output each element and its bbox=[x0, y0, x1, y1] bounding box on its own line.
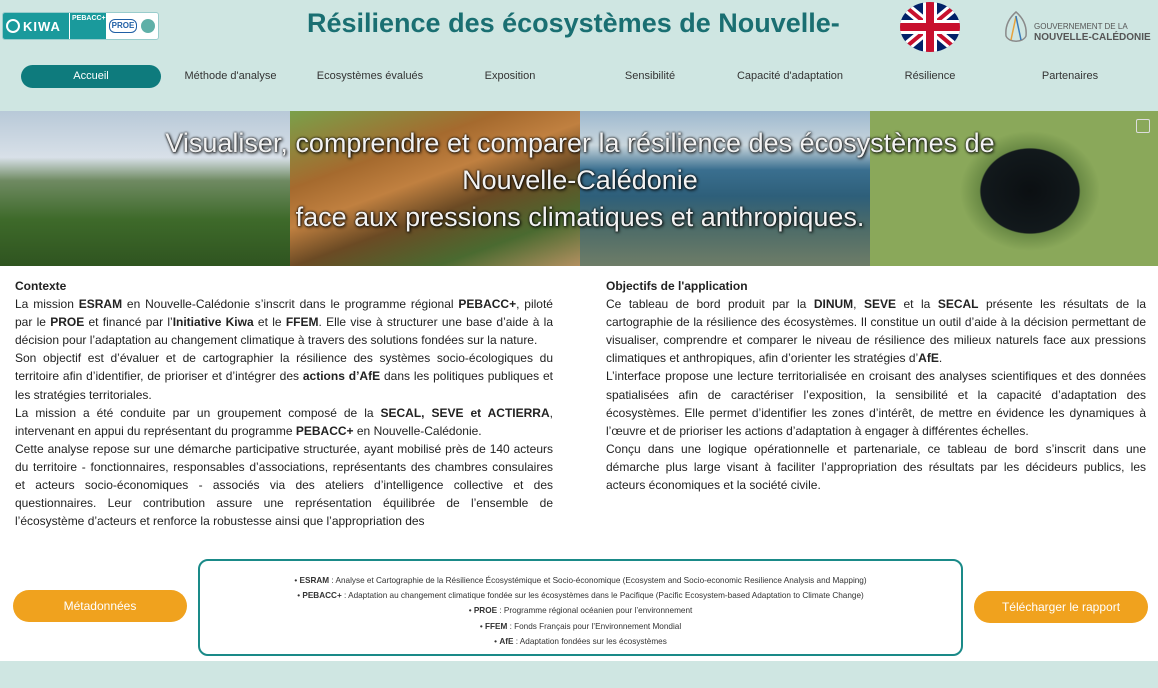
glossary-item: • FFEM : Fonds Français pour l’Environnement Mondial bbox=[479, 621, 682, 631]
context-paragraph: La mission ESRAM en Nouvelle-Calédonie s’inscrit dans le programme régional PEBACC+, piloté par le PROE et financé par l’Initiative Kiwa et le FFEM. Elle vise à structurer une base d’aide à la décision pour l’adaptation au changement climatique à travers des solutions fondées sur la nature. bbox=[15, 297, 553, 348]
glossary-box bbox=[198, 559, 963, 656]
banner-headline: Visualiser, comprendre et comparer la résilience des écosystèmes de Nouvelle-Calédonie face aux pressions climatiques et anthropiques. bbox=[165, 128, 995, 232]
download-report-button[interactable]: Télécharger le rapport bbox=[974, 591, 1148, 623]
glossary-item: • PROE : Programme régional océanien pour l’environnement bbox=[468, 606, 693, 616]
nav-item-capacite[interactable]: Capacité d'adaptation bbox=[736, 70, 844, 82]
main-nav bbox=[0, 63, 1158, 89]
glossary-item: • AfE : Adaptation fondées sur les écosystèmes bbox=[494, 636, 667, 646]
kiwa-logo: KIWA bbox=[3, 13, 69, 39]
context-paragraph: Son objectif est d’évaluer et de cartographier la résilience des systèmes socio-écologiques du territoire afin d’identifier, de prioriser et d’intégrer des actions d’AfE dans les politiques publiques et les stratégies territoriales. bbox=[15, 351, 553, 402]
context-heading: Contexte bbox=[15, 279, 67, 293]
kiwa-icon bbox=[6, 19, 20, 33]
proe-logo: PROE bbox=[109, 19, 137, 33]
glossary-item: • PEBACC+ : Adaptation au changement climatique fondée sur les écosystèmes dans le Pacifique (Pacific Ecosystem-based Adaptation to Climate Change) bbox=[297, 591, 864, 601]
glossary-term: PROE bbox=[473, 606, 498, 616]
nav-item-methode[interactable]: Méthode d'analyse bbox=[184, 70, 277, 82]
fullscreen-icon[interactable] bbox=[1136, 119, 1150, 133]
nav-item-exposition[interactable]: Exposition bbox=[484, 70, 536, 82]
page-title: Résilience des écosystèmes de Nouvelle- bbox=[307, 8, 840, 38]
glossary-term: ESRAM bbox=[299, 576, 330, 585]
nav-item-sensibilite[interactable]: Sensibilité bbox=[624, 70, 676, 82]
context-section bbox=[15, 277, 553, 547]
partner-circle-icon bbox=[141, 19, 155, 33]
uk-flag-icon[interactable] bbox=[900, 2, 960, 52]
nav-item-partenaires[interactable]: Partenaires bbox=[1041, 70, 1099, 82]
glossary-term: AfE bbox=[499, 636, 514, 646]
hero-banner bbox=[0, 111, 1158, 266]
nav-item-resilience[interactable]: Résilience bbox=[904, 70, 956, 82]
objectives-paragraph: L’interface propose une lecture territorialisée en croisant des analyses scientifiques et des données spatialisées afin de caractériser l’exposition, la sensibilité et la capacité d’adaptation des écosystèmes. Elle permet d’identifier les zones d’intérêt, de mettre en évidence les dynamiques à l’œuvre et de prioriser les actions d’adaptation à engager à différentes échelles. bbox=[606, 369, 1146, 438]
nav-item-accueil[interactable]: Accueil bbox=[21, 65, 161, 88]
glossary-item: • ESRAM : Analyse et Cartographie de la Résilience Écosystémique et Socio-économique (Ecosystem and Socio-economic Resilience Analysis and Mapping) bbox=[294, 576, 867, 585]
footer bbox=[0, 661, 1158, 688]
government-logo bbox=[1001, 8, 1157, 48]
main-content bbox=[0, 266, 1158, 661]
gov-text-line2: NOUVELLE-CALÉDONIE bbox=[1034, 32, 1151, 43]
objectives-paragraph: Conçu dans une logique opérationnelle et partenariale, ce tableau de bord s’inscrit dans une démarche plus large visant à faciliter l’appropriation des résultats par les décideurs publics, les acteurs économiques et la société civile. bbox=[606, 441, 1146, 493]
nav-item-ecosystemes[interactable]: Ecosystèmes évalués bbox=[316, 70, 424, 82]
objectives-heading: Objectifs de l'application bbox=[606, 279, 748, 293]
glossary-term: PEBACC+ bbox=[302, 591, 342, 601]
metadata-button[interactable]: Métadonnées bbox=[13, 590, 187, 622]
objectives-paragraph: Ce tableau de bord produit par la DINUM, SEVE et la SECAL présente les résultats de la cartographie de la résilience des écosystèmes. Il constitue un outil d’aide à la décision permettant de visualiser, comprendre et comparer le niveau de résilience des milieux naturels face aux pressions climatiques et anthropiques, afin d’orienter les stratégies d’AfE. bbox=[606, 297, 1146, 366]
context-paragraph: La mission a été conduite par un groupement composé de la SECAL, SEVE et ACTIERRA, intervenant en appui du représentant du programme PEBACC+ en Nouvelle-Calédonie. bbox=[15, 405, 553, 438]
objectives-section bbox=[606, 277, 1146, 494]
context-paragraph: Cette analyse repose sur une démarche participative structurée, ayant mobilisé près de 140 acteurs du territoire - fonctionnaires, responsables d’associations, représentants des chambres consulaires et acteurs socio-économiques - associés via des ateliers d’intelligence collective et des questionnaires. Leur contribution assure une représentation équilibrée de l’ensemble de l’écosystème d’acteurs et renforce la robustesse ainsi que l’appropriation des bbox=[15, 441, 553, 529]
header bbox=[0, 0, 1158, 104]
gov-emblem-icon bbox=[1001, 10, 1031, 46]
pebacc-logo: PEBACC+ bbox=[70, 13, 106, 39]
glossary-term: FFEM bbox=[485, 621, 508, 631]
partner-logos bbox=[2, 12, 159, 40]
gov-text-line1: GOUVERNEMENT DE LA bbox=[1034, 22, 1128, 31]
